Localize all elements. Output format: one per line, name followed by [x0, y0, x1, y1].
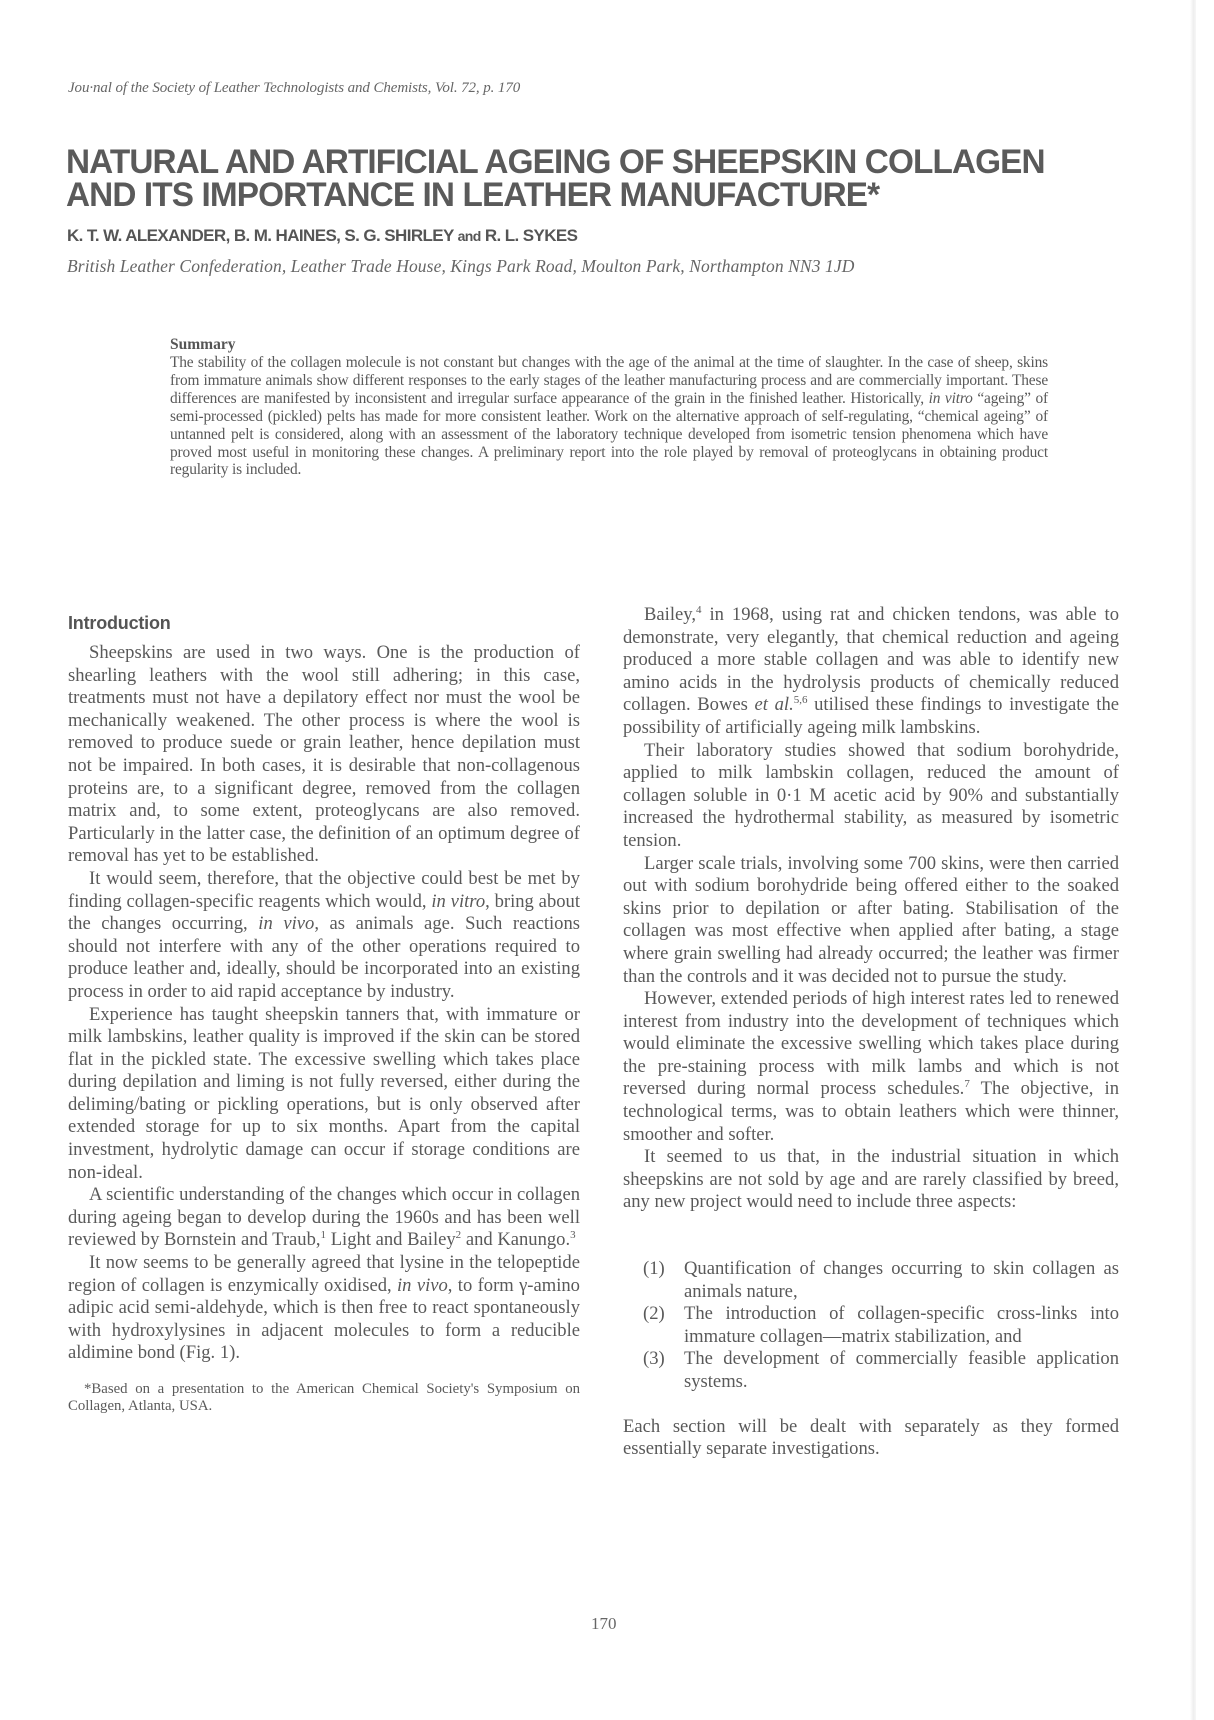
- authors-part-1: K. T. W. ALEXANDER, B. M. HAINES, S. G. SHIRLEY: [67, 226, 454, 245]
- list-item: [623, 1348, 1119, 1393]
- paragraph-text: , as animals age. Such reactions should not interfere with any of the other operations required to produce leather and, ideally, should be incorporated into an existing process in order to aid rapid acceptance by industry.: [68, 913, 580, 1002]
- paragraph-text: However, extended periods of high interest rates led to renewed interest from industry into the development of techniques which would eliminate the excessive swelling which takes place during the pre-staining process with milk lambs and which is not reversed during normal process schedules.: [623, 988, 1119, 1100]
- closing-paragraph: Each section will be dealt with separately as they formed essentially separate investigations.: [623, 1415, 1119, 1460]
- citation-ref[interactable]: 1: [320, 1229, 327, 1242]
- authors-and: and: [457, 228, 481, 244]
- italic-term: et al.: [754, 694, 794, 716]
- summary-heading: Summary: [170, 336, 236, 353]
- citation-ref[interactable]: 7: [964, 1078, 970, 1091]
- paragraph-text: Light and Bailey: [326, 1229, 456, 1251]
- list-item: [623, 1258, 1119, 1303]
- paragraph-text: A scientific understanding of the changes which occur in collagen during ageing began to develop during the 1960s and has been well reviewed by Bornstein and Traub,: [68, 1184, 580, 1251]
- aspects-list: [623, 1258, 1119, 1394]
- summary-text: “ageing” of semi-processed (pickled) pelts has made for more consistent leather. Work on the alternative approach of self-regulating, “chemical ageing” of untanned pelt is considered, along with an assessment of the laboratory technique developed from isometric tension phenomena which have proved most useful in monitoring these changes. A preliminary report into the role played by removal of proteoglycans in obtaining product regularity is included.: [170, 389, 1048, 479]
- list-text: The development of commercially feasible application systems.: [684, 1348, 1119, 1392]
- list-number: (2): [643, 1303, 665, 1325]
- intro-paragraph-1: Sheepskins are used in two ways. One is the production of shearling leathers with the wool still adhering; in this case, treatments must not have a depilatory effect nor must the wool be mechanically weakened. The other process is where the wool is removed to produce suede or grain leather, hence depilation must not be impaired. In both cases, it is desirable that non-collagenous proteins are, to a significant degree, removed from the collagen matrix and, to some extent, proteoglycans are also removed. Particularly in the latter case, the definition of an optimum degree of removal has yet to be established.: [68, 642, 580, 867]
- right-paragraph-2: Their laboratory studies showed that sodium borohydride, applied to milk lambskin collagen, reduced the amount of collagen soluble in 0·1 M acetic acid by 90% and substantially increased the hydrothermal stability, as measured by isometric tension.: [623, 739, 1119, 851]
- title-line-2: AND ITS IMPORTANCE IN LEATHER MANUFACTURE*: [66, 176, 880, 214]
- list-text: The introduction of collagen-specific cross-links into immature collagen—matrix stabilization, and: [684, 1303, 1119, 1347]
- italic-term: in vivo: [258, 913, 315, 935]
- authors-part-2: R. L. SYKES: [484, 226, 578, 245]
- italic-term: in vivo: [397, 1274, 448, 1296]
- title-line-1: NATURAL AND ARTIFICIAL AGEING OF SHEEPSKIN COLLAGEN: [66, 143, 1045, 181]
- citation-ref[interactable]: 4: [695, 604, 702, 616]
- right-column: [623, 604, 1119, 1461]
- article-title: [66, 143, 1124, 214]
- italic-term: in vitro: [431, 890, 486, 912]
- affiliation: British Leather Confederation, Leather Trade House, Kings Park Road, Moulton Park, Northampton NN3 1JD: [67, 256, 855, 276]
- summary-body: [170, 354, 1048, 479]
- paragraph-text: utilised these findings to investigate the possibility of artificially ageing milk lambskins.: [623, 694, 1119, 738]
- paragraph-text: in 1968, using rat and chicken tendons, was able to demonstrate, very elegantly, that chemical reduction and ageing produced a more stable collagen and was able to identify new amino acids in the hydrolysis products of chemically reduced collagen. Bowes: [623, 604, 1119, 716]
- introduction-heading: Introduction: [68, 613, 171, 633]
- list-number: (3): [643, 1348, 665, 1370]
- paragraph-text: and Kanungo.: [461, 1229, 571, 1251]
- footnote: *Based on a presentation to the American Chemical Society's Symposium on Collagen, Atlanta, USA.: [68, 1381, 580, 1414]
- scan-edge-shadow: [1190, 0, 1196, 1720]
- page-number: 170: [591, 1614, 617, 1633]
- paragraph-text: Bailey,: [644, 604, 696, 625]
- citation-ref[interactable]: 2: [455, 1229, 462, 1242]
- list-item: [623, 1303, 1119, 1348]
- list-text: Quantification of changes occurring to skin collagen as animals nature,: [684, 1258, 1119, 1302]
- running-head: Jou·nal of the Society of Leather Technologists and Chemists, Vol. 72, p. 170: [68, 80, 521, 96]
- citation-ref[interactable]: 5,6: [793, 694, 808, 707]
- intro-paragraph-3: Experience has taught sheepskin tanners that, with immature or milk lambskins, leather quality is improved if the skin can be stored flat in the pickled state. The excessive swelling which takes place during depilation and liming is not fully reversed, either during the deliming/bating or pickling operations, but is only observed after extended storage for up to six months. Apart from the capital investment, hydrolytic damage can occur if storage conditions are non-ideal.: [68, 1003, 580, 1183]
- list-number: (1): [643, 1258, 665, 1280]
- intro-paragraph-5: [68, 1252, 580, 1365]
- left-column: [68, 612, 580, 1430]
- summary-text: The stability of the collagen molecule is not constant but changes with the age of the animal at the time of slaughter. In the case of sheep, skins from immature animals show different responses to the early stages of the leather manufacturing process and are commercially important. These differences are manifested by inconsistent and irregular surface appearance of the grain in the finished leather. Historically,: [170, 354, 1048, 407]
- paragraph-text: It would seem, therefore, that the objective could best be met by finding collagen-specific reagents which would,: [68, 867, 580, 912]
- citation-ref[interactable]: 3: [570, 1229, 576, 1242]
- summary-section: [170, 336, 1048, 479]
- paragraph-text: It now seems to be generally agreed that lysine in the telopeptide region of collagen is enzymically oxidised,: [68, 1252, 580, 1296]
- intro-paragraph-2: [68, 868, 580, 1004]
- paragraph-text: , bring about the changes occurring,: [68, 890, 580, 935]
- summary-italic: in vitro: [928, 389, 973, 407]
- author-list: [67, 226, 577, 246]
- right-paragraph-1: [623, 604, 1119, 740]
- intro-paragraph-4: [68, 1184, 580, 1252]
- right-paragraph-4: [623, 988, 1119, 1146]
- right-paragraph-5: It seemed to us that, in the industrial situation in which sheepskins are not sold by age and are rarely classified by breed, any new project would need to include three aspects:: [623, 1146, 1119, 1213]
- paragraph-text: , to form γ-amino adipic acid semi-aldehyde, which is then free to react spontaneously with hydroxylysines in adjacent molecules to form a reducible aldimine bond (Fig. 1).: [68, 1274, 580, 1364]
- paragraph-text: The objective, in technological terms, was to obtain leathers which were thinner, smoother and softer.: [623, 1078, 1119, 1145]
- right-paragraph-3: Larger scale trials, involving some 700 skins, were then carried out with sodium borohydride being offered either to the soaked skins prior to depilation or after bating. Stabilisation of the collagen was most effective when applied after bating, a stage where grain swelling had already occurred; the leather was firmer than the controls and it was decided not to pursue the study.: [623, 852, 1119, 987]
